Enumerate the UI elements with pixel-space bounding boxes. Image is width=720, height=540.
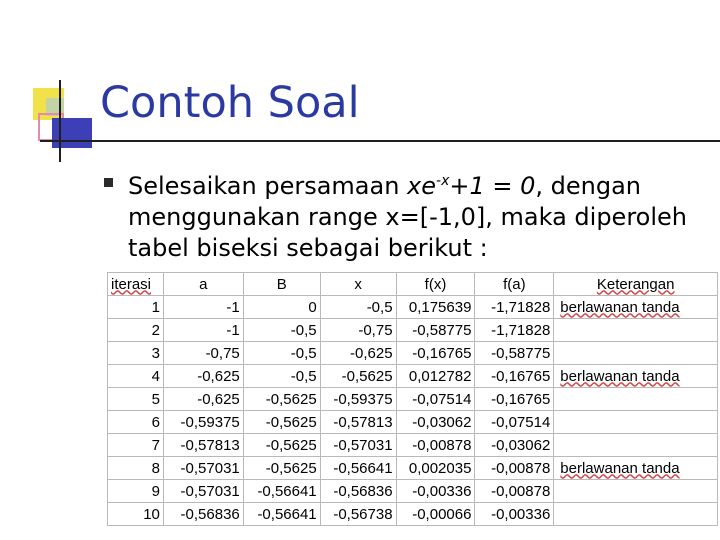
cell-fa: -1,71828 <box>475 319 554 342</box>
cell-iterasi: 1 <box>108 296 164 319</box>
cell-keterangan <box>554 411 718 434</box>
table-body <box>108 296 718 526</box>
table-row <box>108 457 718 480</box>
header-x: x <box>320 273 396 296</box>
equation-rest: +1 = 0 <box>449 172 536 200</box>
cell-a: -0,75 <box>163 342 243 365</box>
equation-base: xe <box>407 172 437 200</box>
title-divider <box>40 140 720 142</box>
cell-fx: -0,16765 <box>396 342 475 365</box>
cell-iterasi: 8 <box>108 457 164 480</box>
bisection-table <box>107 272 718 523</box>
bullet-square-icon <box>104 178 113 187</box>
header-fa: f(a) <box>475 273 554 296</box>
cell-a: -0,57813 <box>163 434 243 457</box>
cell-x: -0,56641 <box>320 457 396 480</box>
cell-b: -0,56641 <box>243 480 320 503</box>
cell-a: -0,56836 <box>163 503 243 526</box>
header-fx: f(x) <box>396 273 475 296</box>
cell-iterasi: 5 <box>108 388 164 411</box>
table-row <box>108 388 718 411</box>
cell-fa: -0,00878 <box>475 457 554 480</box>
cell-keterangan <box>554 342 718 365</box>
cell-b: -0,56641 <box>243 503 320 526</box>
cell-b: -0,5625 <box>243 388 320 411</box>
cell-x: -0,75 <box>320 319 396 342</box>
cell-keterangan: berlawanan tanda <box>554 457 718 480</box>
problem-text-after: , dengan menggunakan range x=[-1,0], maka diperoleh tabel biseksi sebagai berikut : <box>128 172 687 262</box>
cell-x: -0,57813 <box>320 411 396 434</box>
table-row <box>108 319 718 342</box>
cell-b: -0,5625 <box>243 411 320 434</box>
cell-a: -0,59375 <box>163 411 243 434</box>
cell-x: -0,5 <box>320 296 396 319</box>
equation-exponent: -x <box>436 173 450 189</box>
cell-b: -0,5 <box>243 319 320 342</box>
cell-iterasi: 10 <box>108 503 164 526</box>
cell-keterangan: berlawanan tanda <box>554 365 718 388</box>
header-b: B <box>243 273 320 296</box>
table-row <box>108 434 718 457</box>
cell-a: -1 <box>163 319 243 342</box>
header-iterasi: iterasi <box>108 273 164 296</box>
page-title: Contoh Soal <box>100 78 360 128</box>
slide-logo <box>0 0 110 170</box>
table-row <box>108 503 718 526</box>
cell-iterasi: 9 <box>108 480 164 503</box>
cell-keterangan <box>554 319 718 342</box>
cell-fa: -1,71828 <box>475 296 554 319</box>
problem-text <box>128 166 708 264</box>
cell-keterangan <box>554 388 718 411</box>
cell-b: -0,5 <box>243 365 320 388</box>
cell-a: -0,625 <box>163 388 243 411</box>
cell-iterasi: 2 <box>108 319 164 342</box>
cell-keterangan <box>554 480 718 503</box>
header-a: a <box>163 273 243 296</box>
cell-a: -0,57031 <box>163 457 243 480</box>
cell-fa: -0,07514 <box>475 411 554 434</box>
cell-fx: 0,175639 <box>396 296 475 319</box>
cell-x: -0,56836 <box>320 480 396 503</box>
table-row <box>108 296 718 319</box>
cell-x: -0,57031 <box>320 434 396 457</box>
cell-x: -0,56738 <box>320 503 396 526</box>
cell-iterasi: 6 <box>108 411 164 434</box>
cell-keterangan <box>554 434 718 457</box>
equation <box>407 172 535 200</box>
cell-keterangan: berlawanan tanda <box>554 296 718 319</box>
cell-fx: -0,00878 <box>396 434 475 457</box>
cell-b: -0,5625 <box>243 434 320 457</box>
cell-a: -0,625 <box>163 365 243 388</box>
cell-b: -0,5625 <box>243 457 320 480</box>
cell-iterasi: 7 <box>108 434 164 457</box>
table-row <box>108 411 718 434</box>
cell-a: -1 <box>163 296 243 319</box>
cell-iterasi: 3 <box>108 342 164 365</box>
header-keterangan: Keterangan <box>554 273 718 296</box>
cell-fa: -0,16765 <box>475 388 554 411</box>
cell-x: -0,625 <box>320 342 396 365</box>
cell-fx: -0,00066 <box>396 503 475 526</box>
cell-b: -0,5 <box>243 342 320 365</box>
cell-x: -0,5625 <box>320 365 396 388</box>
logo-blue-square <box>52 118 92 148</box>
cell-fx: -0,07514 <box>396 388 475 411</box>
table-row <box>108 342 718 365</box>
cell-keterangan <box>554 503 718 526</box>
cell-fx: -0,03062 <box>396 411 475 434</box>
problem-text-before: Selesaikan persamaan <box>128 172 408 200</box>
cell-fx: -0,58775 <box>396 319 475 342</box>
logo-vertical-line <box>59 80 61 162</box>
cell-fa: -0,58775 <box>475 342 554 365</box>
cell-b: 0 <box>243 296 320 319</box>
table-row <box>108 480 718 503</box>
cell-fx: 0,002035 <box>396 457 475 480</box>
cell-fa: -0,03062 <box>475 434 554 457</box>
cell-fx: 0,012782 <box>396 365 475 388</box>
cell-iterasi: 4 <box>108 365 164 388</box>
cell-fa: -0,00336 <box>475 503 554 526</box>
table-header-row <box>108 273 718 296</box>
cell-fx: -0,00336 <box>396 480 475 503</box>
cell-fa: -0,00878 <box>475 480 554 503</box>
cell-x: -0,59375 <box>320 388 396 411</box>
cell-a: -0,57031 <box>163 480 243 503</box>
cell-fa: -0,16765 <box>475 365 554 388</box>
table-row <box>108 365 718 388</box>
